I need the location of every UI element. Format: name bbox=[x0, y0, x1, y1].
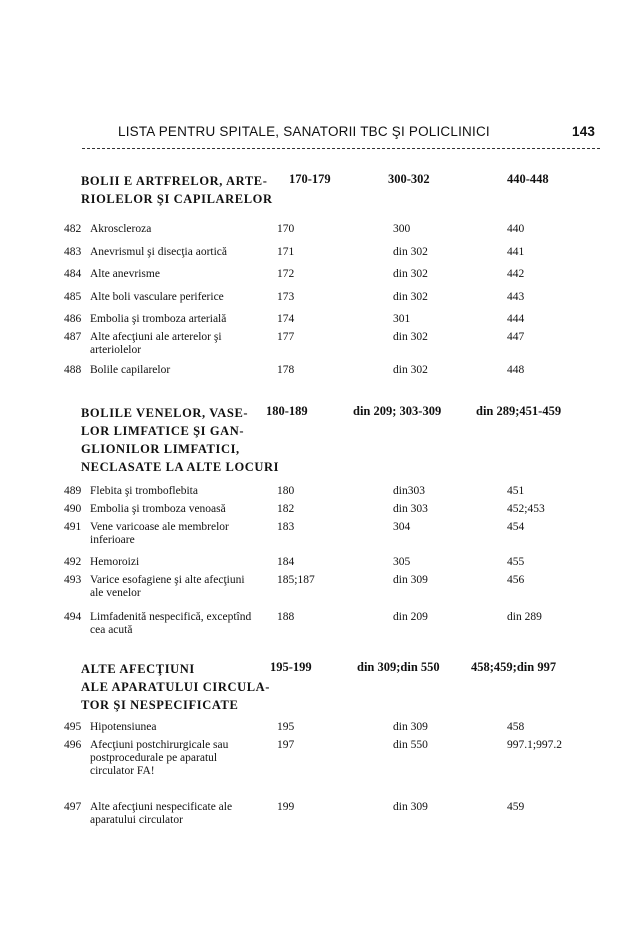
header-rule bbox=[82, 148, 600, 149]
row-col3: 444 bbox=[507, 313, 525, 325]
row-number: 485 bbox=[64, 291, 82, 303]
section-range-col1: 180-189 bbox=[266, 404, 308, 418]
section-title bbox=[81, 172, 273, 208]
section-range-col2: din 209; 303-309 bbox=[353, 404, 442, 418]
row-col1: 184 bbox=[277, 556, 295, 568]
row-col2: 304 bbox=[393, 521, 411, 533]
row-col2: din 302 bbox=[393, 331, 428, 343]
row-col3: 441 bbox=[507, 246, 525, 258]
row-col1: 180 bbox=[277, 485, 295, 497]
section-title-line: GLIONILOR LIMFATICI, bbox=[81, 442, 240, 456]
section-range-col1: 195-199 bbox=[270, 660, 312, 674]
row-col2: 301 bbox=[393, 313, 411, 325]
row-description: Hipotensiunea bbox=[90, 721, 157, 733]
row-col2: din 303 bbox=[393, 503, 428, 515]
row-col2: 305 bbox=[393, 556, 411, 568]
row-col1: 174 bbox=[277, 313, 295, 325]
row-description: Alte anevrisme bbox=[90, 268, 160, 280]
row-col1: 195 bbox=[277, 721, 295, 733]
row-col3: 447 bbox=[507, 331, 525, 343]
row-col2: din 550 bbox=[393, 739, 428, 751]
section-title bbox=[81, 660, 270, 714]
row-description: Hemoroizi bbox=[90, 556, 140, 568]
row-description: Akroscleroza bbox=[90, 223, 152, 235]
row-number: 484 bbox=[64, 268, 82, 280]
row-description: Alte afecţiuni nespecificate ale aparatului circulator bbox=[90, 801, 233, 826]
row-number: 482 bbox=[64, 223, 82, 235]
row-col3: 459 bbox=[507, 801, 525, 813]
section-title-line: BOLII E ARTFRELOR, ARTE- bbox=[81, 174, 268, 188]
row-col3: 443 bbox=[507, 291, 525, 303]
row-number: 486 bbox=[64, 313, 82, 325]
section-title-line: RIOLELOR ŞI CAPILARELOR bbox=[81, 192, 273, 206]
running-header-title: LISTA PENTRU SPITALE, SANATORII TBC ŞI POLICLINICI bbox=[118, 124, 490, 139]
row-col1: 183 bbox=[277, 521, 295, 533]
section-title-line: ALE APARATULUI CIRCULA- bbox=[81, 680, 271, 694]
page-number: 143 bbox=[572, 124, 596, 139]
row-col3: 458 bbox=[507, 721, 525, 733]
row-col1: 177 bbox=[277, 331, 295, 343]
row-col3: 454 bbox=[507, 521, 525, 533]
row-description: Embolia şi tromboza venoasă bbox=[90, 503, 226, 515]
row-col2: din 302 bbox=[393, 268, 428, 280]
row-col2: din 302 bbox=[393, 364, 428, 376]
row-col3: 455 bbox=[507, 556, 525, 568]
row-col3: 442 bbox=[507, 268, 525, 280]
row-col1: 185;187 bbox=[277, 574, 315, 586]
row-col1: 172 bbox=[277, 268, 295, 280]
row-number: 487 bbox=[64, 331, 82, 343]
row-col3: 451 bbox=[507, 485, 525, 497]
section-title bbox=[81, 404, 279, 476]
row-number: 489 bbox=[64, 485, 82, 497]
section-range-col3: 440-448 bbox=[507, 172, 549, 186]
section-range-col2: 300-302 bbox=[388, 172, 430, 186]
row-number: 483 bbox=[64, 246, 82, 258]
row-col2: din 302 bbox=[393, 291, 428, 303]
row-number: 495 bbox=[64, 721, 82, 733]
row-number: 490 bbox=[64, 503, 82, 515]
row-col3: 440 bbox=[507, 223, 525, 235]
row-col1: 197 bbox=[277, 739, 295, 751]
row-col2: din 309 bbox=[393, 721, 428, 733]
section-range-col3: din 289;451-459 bbox=[476, 404, 562, 418]
row-number: 497 bbox=[64, 801, 82, 813]
row-number: 491 bbox=[64, 521, 82, 533]
row-col3: 456 bbox=[507, 574, 525, 586]
section-title-line: NECLASATE LA ALTE LOCURI bbox=[81, 460, 280, 474]
row-description: Varice esofagiene şi alte afecţiuni ale venelor bbox=[90, 574, 245, 599]
row-description: Anevrismul şi disecţia aortică bbox=[90, 246, 228, 258]
row-description: Vene varicoase ale membrelor inferioare bbox=[90, 521, 229, 546]
row-col1: 199 bbox=[277, 801, 295, 813]
row-col3: 448 bbox=[507, 364, 525, 376]
row-col1: 178 bbox=[277, 364, 295, 376]
row-col1: 182 bbox=[277, 503, 295, 515]
row-col3: 452;453 bbox=[507, 503, 545, 515]
section-title-line: ALTE AFECŢIUNI bbox=[81, 662, 195, 676]
row-description: Limfadenită nespecifică, exceptînd cea acută bbox=[90, 611, 252, 636]
row-col2: din 309 bbox=[393, 574, 428, 586]
row-number: 494 bbox=[64, 611, 82, 623]
section-title-line: LOR LIMFATICE ŞI GAN- bbox=[81, 424, 245, 438]
row-number: 488 bbox=[64, 364, 82, 376]
row-number: 496 bbox=[64, 739, 82, 751]
row-col2: din303 bbox=[393, 485, 425, 497]
row-col2: 300 bbox=[393, 223, 411, 235]
row-col2: din 309 bbox=[393, 801, 428, 813]
row-col1: 170 bbox=[277, 223, 295, 235]
section-range-col3: 458;459;din 997 bbox=[471, 660, 557, 674]
row-col2: din 302 bbox=[393, 246, 428, 258]
row-number: 493 bbox=[64, 574, 82, 586]
section-range-col2: din 309;din 550 bbox=[357, 660, 440, 674]
row-description: Embolia şi tromboza arterială bbox=[90, 313, 227, 325]
row-col1: 188 bbox=[277, 611, 295, 623]
row-description: Alte boli vasculare periferice bbox=[90, 291, 224, 303]
row-col2: din 209 bbox=[393, 611, 428, 623]
row-col1: 171 bbox=[277, 246, 295, 258]
row-col3: 997.1;997.2 bbox=[507, 739, 562, 751]
row-description: Bolile capilarelor bbox=[90, 364, 171, 376]
row-description: Afecţiuni postchirurgicale sau postprocedurale pe aparatul circulator FA! bbox=[90, 739, 229, 777]
row-col1: 173 bbox=[277, 291, 295, 303]
row-col3: din 289 bbox=[507, 611, 542, 623]
row-description: Flebita şi tromboflebita bbox=[90, 485, 198, 497]
section-title-line: BOLILE VENELOR, VASE- bbox=[81, 406, 249, 420]
row-number: 492 bbox=[64, 556, 82, 568]
row-description: Alte afecţiuni ale arterelor şi arteriolelor bbox=[90, 331, 222, 356]
section-title-line: TOR ŞI NESPECIFICATE bbox=[81, 698, 239, 712]
section-range-col1: 170-179 bbox=[289, 172, 331, 186]
